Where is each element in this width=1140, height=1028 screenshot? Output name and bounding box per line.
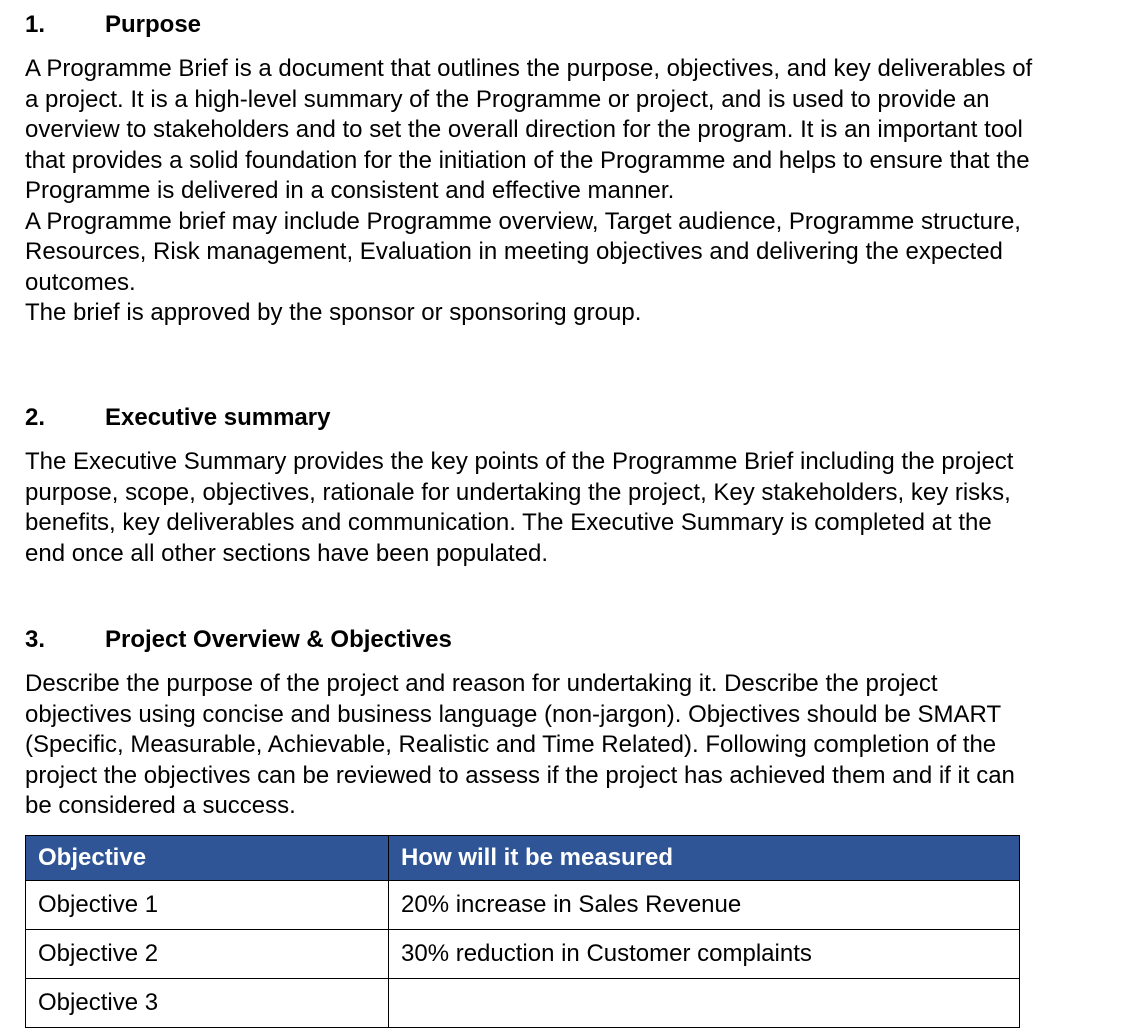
table-cell-objective: Objective 3 [26, 979, 389, 1028]
section-number: 3. [25, 626, 46, 653]
section-heading [25, 626, 1125, 654]
table-cell-measure: 20% increase in Sales Revenue [389, 881, 1020, 930]
section-heading [25, 11, 1125, 39]
section-heading [25, 404, 1125, 432]
paragraph: The Executive Summary provides the key points of the Programme Brief including the project purpose, scope, objectives, rationale for undertaking the project, Key stakeholders, key risks, benefits, key deliverables and communication. The Executive Summary is completed at the end once all other sections have been populated. [25, 448, 1014, 567]
table-row [26, 930, 1020, 979]
paragraph: The brief is approved by the sponsor or sponsoring group. [25, 299, 642, 326]
section-number: 2. [25, 404, 46, 431]
section-purpose [25, 11, 1125, 39]
section-number: 1. [25, 11, 46, 38]
table-row [26, 979, 1020, 1028]
section-project-overview [25, 626, 1125, 654]
table-cell-measure: 30% reduction in Customer complaints [389, 930, 1020, 979]
section-executive-summary-body [25, 447, 1015, 569]
table-cell-objective: Objective 2 [26, 930, 389, 979]
section-title: Executive summary [105, 404, 331, 431]
paragraph: A Programme brief may include Programme overview, Target audience, Programme structure, Resources, Risk management, Evaluation in meeting objectives and delivering the expected outcomes. [25, 207, 1021, 296]
section-title: Purpose [105, 11, 202, 38]
paragraph: A Programme Brief is a document that outlines the purpose, objectives, and key deliverables of a project. It is a high-level summary of the Programme or project, and is used to provide an overview to stakeholders and to set the overall direction for the program. It is an important tool that provides a solid foundation for the initiation of the Programme and helps to ensure that the Programme is delivered in a consistent and effective manner. [25, 55, 1033, 204]
table-cell-objective: Objective 1 [26, 881, 389, 930]
section-project-overview-body [25, 669, 1015, 822]
table-cell-measure [389, 979, 1020, 1028]
table-row [26, 881, 1020, 930]
section-executive-summary [25, 404, 1125, 432]
objectives-table [25, 835, 1020, 1028]
column-header-objective: Objective [26, 836, 389, 881]
paragraph: Describe the purpose of the project and reason for undertaking it. Describe the project objectives using concise and business language (non-jargon). Objectives should be SMART (Specific, Measurable, Achievable, Realistic and Time Related). Following completion of the project the objectives can be reviewed to assess if the project has achieved them and if it can be considered a success. [25, 670, 1015, 819]
table-header-row [26, 836, 1020, 881]
section-purpose-body [25, 54, 1035, 329]
section-title: Project Overview & Objectives [105, 626, 452, 653]
column-header-measure: How will it be measured [389, 836, 1020, 881]
